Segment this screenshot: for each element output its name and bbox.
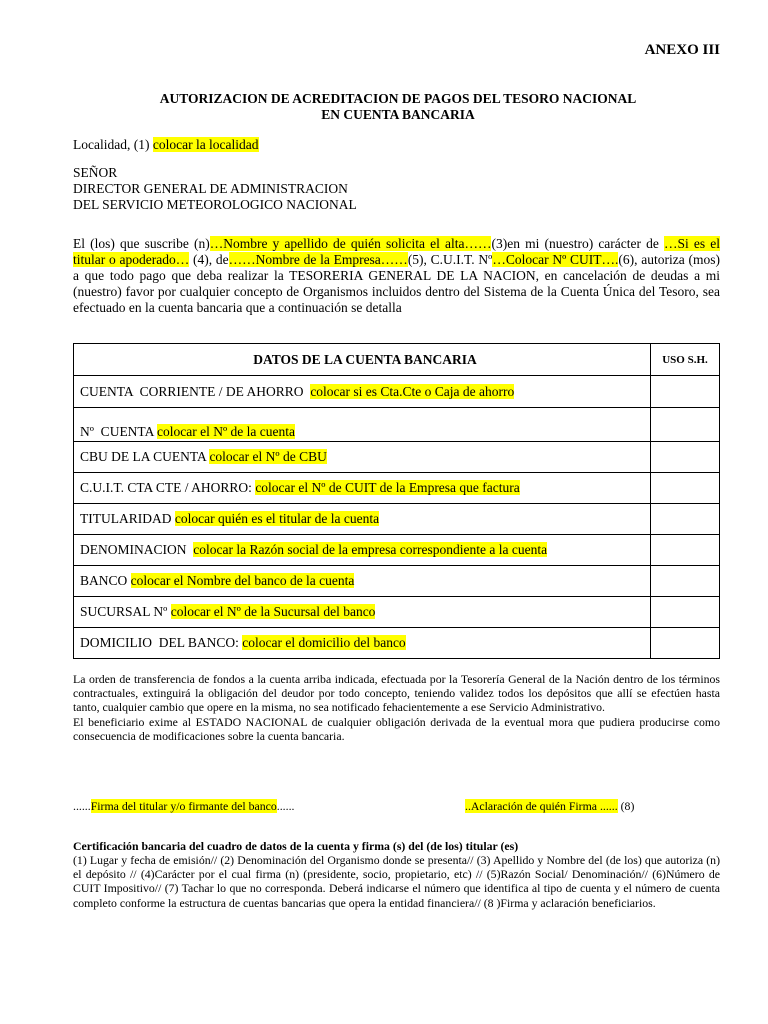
certification-title: Certificación bancaria del cuadro de datos de la cuenta y firma (s) del (de los) titular (es) [73, 839, 519, 853]
table-row [74, 597, 720, 628]
row-placeholder: colocar el Nº de la Sucursal del banco [170, 604, 376, 619]
intro-cuit-placeholder: …Colocar Nº CUIT…. [492, 252, 619, 267]
clarification-line [465, 799, 634, 814]
row-label: SUCURSAL Nº [80, 604, 171, 619]
intro-text-5: (6), autoriza (mos) a que todo pago que deba realizar la TESORERIA GENERAL DE LA NACION, en cancelación de deudas a mi (nuestro) favor por cualquier concepto de Organismos incluidos dentro del Sistema de la Cuenta Única del Tesoro, sea efectuado en la cuenta bancaria que a continuación se detalla [73, 252, 721, 315]
row-label: DENOMINACION [80, 542, 194, 557]
row-account-number [74, 408, 651, 442]
table-row [74, 376, 720, 408]
terms-paragraph-1: La orden de transferencia de fondos a la cuenta arriba indicada, efectuada por la Tesorería General de la Nación dentro de los términos contractuales, extinguirá la obligación del deudor por todo concepto, teniendo validez todos los depósitos que allí se efectúen hasta tanto, cualquier cambio que opere en la misma, no sea notificado fehacientemente a ese Servicio Administrativo. [73, 672, 720, 715]
intro-text-4: (5), C.U.I.T. Nº [407, 252, 493, 267]
intro-text-2: (3)en mi (nuestro) carácter de [491, 236, 664, 251]
locality-line [73, 137, 259, 153]
locality-placeholder: colocar la localidad [152, 137, 259, 152]
row-banco [74, 566, 651, 597]
clarification-placeholder: ..Aclaración de quién Firma ...... [465, 799, 618, 813]
intro-paragraph [73, 236, 720, 316]
terms-paragraph-2: El beneficiario exime al ESTADO NACIONAL de cualquier obligación derivada de la eventual mora que pudiera producirse como consecuencia de modificaciones sobre la cuenta bancaria. [73, 714, 720, 743]
intro-text-1: El (los) que suscribe (n) [73, 236, 210, 251]
title-line-2: EN CUENTA BANCARIA [321, 107, 475, 122]
uso-cell [651, 442, 720, 473]
row-placeholder: colocar el Nº de la cuenta [156, 424, 295, 439]
signature-line [73, 799, 294, 814]
uso-cell [651, 408, 720, 442]
row-placeholder: colocar quién es el titular de la cuenta [174, 511, 380, 526]
table-row [74, 535, 720, 566]
document-title [0, 91, 768, 123]
row-domicilio [74, 628, 651, 659]
recipient-line-3: DEL SERVICIO METEOROLOGICO NACIONAL [73, 197, 357, 212]
row-account-type [74, 376, 651, 408]
uso-header: USO S.H. [651, 344, 720, 376]
row-placeholder: colocar la Razón social de la empresa correspondiente a la cuenta [193, 542, 548, 557]
signature-dots: ...... [276, 799, 295, 813]
uso-cell [651, 473, 720, 504]
uso-cell [651, 376, 720, 408]
uso-cell [651, 597, 720, 628]
table-header-row [74, 344, 720, 376]
row-placeholder: colocar el domicilio del banco [242, 635, 406, 650]
row-label: CUENTA CORRIENTE / DE AHORRO [80, 383, 311, 399]
signature-dots: ...... [73, 799, 91, 813]
row-placeholder: colocar el Nº de CUIT de la Empresa que factura [255, 480, 520, 495]
intro-role-placeholder: …Si es el titular o apoderado… [73, 236, 720, 267]
title-line-1: AUTORIZACION DE ACREDITACION DE PAGOS DEL TESORO NACIONAL [159, 91, 637, 106]
recipient-line-1: SEÑOR [73, 165, 118, 180]
certification-notes: (1) Lugar y fecha de emisión// (2) Denominación del Organismo donde se presenta// (3) Apellido y Nombre del (de los) que autoriza (n) el depósito // (4)Carácter por el cual firma (n) (presidente, socio, propietario, etc) // (5)Razón Social/ Denominación// (6)Número de CUIT Impositivo// (7) Tachar lo que no corresponda. Deberá indicarse el número que identifica al tipo de cuenta y el número de cuenta completo conforme la estructura de cuentas bancarias que opera la entidad financiera// (8 )Firma y aclaración beneficiarios. [73, 853, 720, 910]
signature-placeholder: Firma del titular y/o firmante del banco [90, 799, 277, 813]
uso-cell [651, 628, 720, 659]
table-row [74, 408, 720, 442]
intro-text-3: (4), de [189, 252, 229, 267]
table-row [74, 473, 720, 504]
table-header: DATOS DE LA CUENTA BANCARIA [74, 344, 651, 376]
recipient-line-2: DIRECTOR GENERAL DE ADMINISTRACION [73, 181, 348, 196]
table-row [74, 628, 720, 659]
recipient-block [73, 165, 357, 213]
uso-cell [651, 504, 720, 535]
row-cbu [74, 442, 651, 473]
terms-block [73, 672, 720, 743]
uso-cell [651, 535, 720, 566]
row-placeholder: colocar el Nombre del banco de la cuenta [130, 573, 355, 588]
row-label: TITULARIDAD [80, 511, 175, 526]
row-cuit [74, 473, 651, 504]
intro-company-placeholder: ……Nombre de la Empresa…… [228, 252, 408, 267]
bank-account-table [73, 343, 720, 659]
row-label: CBU DE LA CUENTA [80, 449, 210, 464]
intro-name-placeholder: …Nombre y apellido de quién solicita el alta…… [209, 236, 492, 251]
row-label: C.U.I.T. CTA CTE / AHORRO: [80, 480, 256, 495]
locality-prefix: Localidad, (1) [73, 137, 153, 152]
row-label: BANCO [80, 573, 131, 588]
row-denominacion [74, 535, 651, 566]
row-label: Nº CUENTA [80, 424, 157, 439]
row-placeholder: colocar el Nº de CBU [209, 449, 327, 464]
row-placeholder: colocar si es Cta.Cte o Caja de ahorro [310, 383, 515, 399]
clarification-note: (8) [617, 799, 635, 813]
row-titularidad [74, 504, 651, 535]
row-sucursal [74, 597, 651, 628]
row-label: DOMICILIO DEL BANCO: [80, 635, 243, 650]
table-row [74, 442, 720, 473]
annex-label: ANEXO III [644, 42, 720, 58]
uso-cell [651, 566, 720, 597]
table-row [74, 504, 720, 535]
table-row [74, 566, 720, 597]
